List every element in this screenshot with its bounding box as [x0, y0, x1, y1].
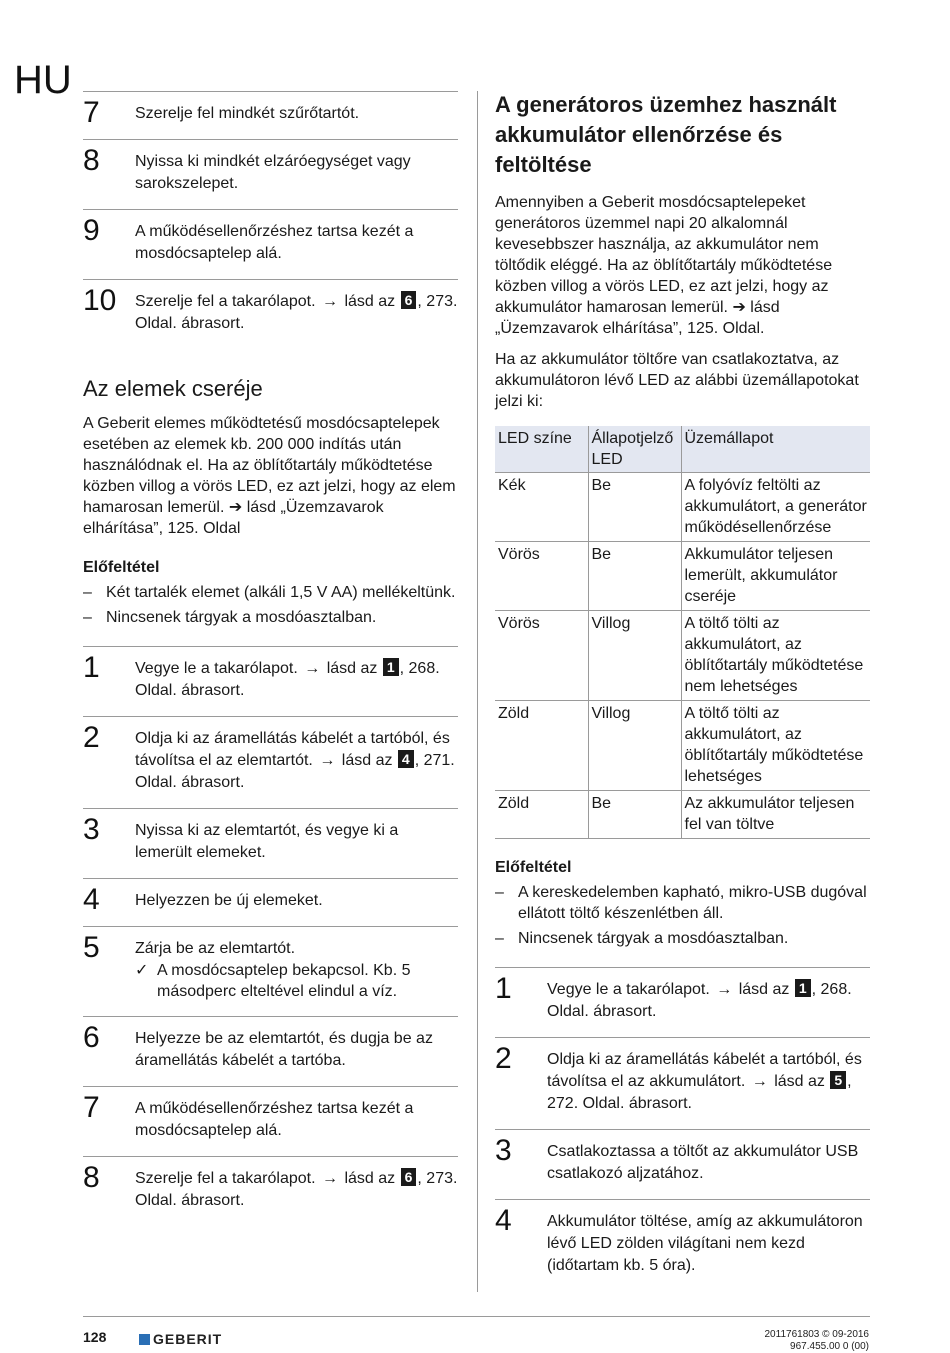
step-text: A működésellenőrzéshez tartsa kezét a mosdócsaptelep alá. — [135, 223, 414, 262]
table-cell: A töltő tölti az akkumulátort, az öblítőtartály működtetése nem lehetséges — [681, 611, 870, 701]
step-item — [83, 808, 458, 878]
step-number: 3 — [495, 1134, 512, 1167]
table-cell: Zöld — [495, 701, 588, 791]
table-row — [495, 701, 870, 791]
arrow-right-icon: → — [751, 1073, 768, 1090]
step-item — [83, 878, 458, 926]
arrow-right-icon: → — [322, 1170, 338, 1187]
step-text: Akkumulátor töltése, amíg az akkumulátoron lévő LED zölden világítani nem kezd (időtartam kb. 5 óra). — [547, 1213, 863, 1274]
step-text-main: Szerelje fel a takarólapot. — [135, 293, 316, 310]
table-cell: Akkumulátor teljesen lemerült, akkumulátor cseréje — [681, 542, 870, 611]
right-column — [495, 90, 870, 1291]
see-label[interactable]: lásd az — [326, 660, 378, 677]
step-number: 4 — [83, 883, 100, 916]
left-column — [83, 91, 458, 1226]
step-text: Oldja ki az áramellátás kábelét a tartóból, és távolítsa el az elemtartót. → lásd az 4 , 271. Oldal. ábrasort. — [135, 730, 455, 791]
table-cell: Vörös — [495, 542, 588, 611]
table-cell: Az akkumulátor teljesen fel van töltve — [681, 791, 870, 839]
step-number: 2 — [495, 1042, 512, 1075]
step-number: 7 — [83, 96, 100, 129]
step-number: 9 — [83, 214, 100, 247]
see-label[interactable]: lásd az — [738, 981, 790, 998]
step-item — [83, 209, 458, 279]
table-cell: Villog — [588, 611, 681, 701]
arrow-right-icon: → — [716, 981, 733, 998]
dash-icon: – — [495, 884, 504, 901]
document-info — [765, 1329, 870, 1353]
arrow-right-icon: → — [304, 660, 321, 677]
steps-right — [495, 967, 870, 1291]
table-cell: Be — [588, 791, 681, 839]
step-item — [495, 967, 870, 1037]
figure-badge[interactable]: 4 — [398, 750, 414, 768]
prerequisite-list — [495, 882, 870, 949]
table-header-row — [495, 426, 870, 473]
table-cell: A folyóvíz feltölti az akkumulátort, a generátor működésellenőrzése — [681, 473, 870, 542]
step-number: 2 — [83, 721, 100, 754]
document-id: 2011761803 © 09-2016 — [764, 1329, 869, 1340]
dash-icon: – — [495, 930, 504, 947]
logo-square-icon — [139, 1334, 150, 1345]
step-text: Helyezzen be új elemeket. — [135, 892, 323, 909]
step-item — [495, 1199, 870, 1291]
step-text: Csatlakoztassa a töltőt az akkumulátor USB csatlakozó aljzatához. — [547, 1143, 859, 1182]
table-row — [495, 542, 870, 611]
list-item: – Nincsenek tárgyak a mosdóasztalban. — [495, 930, 789, 947]
dash-icon: – — [83, 609, 92, 626]
step-text: Szerelje fel a takarólapot. → lásd az 6 , 273. Oldal. ábrasort. — [135, 1169, 458, 1209]
figure-badge[interactable]: 5 — [830, 1071, 846, 1089]
see-label[interactable]: lásd az — [774, 1073, 825, 1090]
dash-icon: – — [83, 584, 92, 601]
table-cell: Kék — [495, 473, 588, 542]
step-item — [83, 139, 458, 209]
document-number: 967.455.00 0 (00) — [790, 1341, 869, 1352]
step-number: 5 — [83, 931, 100, 964]
step-number: 8 — [83, 144, 100, 177]
step-text: Szerelje fel mindkét szűrőtartót. — [135, 105, 360, 122]
brand-logo — [139, 1331, 222, 1347]
step-number: 4 — [495, 1204, 512, 1237]
step-number: 10 — [83, 284, 117, 317]
list-item: – Két tartalék elemet (alkáli 1,5 V AA) mellékeltünk. — [83, 584, 456, 601]
step-text: Nyissa ki mindkét elzáróegységet vagy sarokszelepet. — [135, 153, 411, 192]
list-item: – Nincsenek tárgyak a mosdóasztalban. — [83, 609, 377, 626]
table-cell: Be — [588, 473, 681, 542]
step-number: 1 — [495, 972, 512, 1005]
step-text — [135, 291, 458, 335]
led-status-table — [495, 426, 870, 839]
step-text: Vegye le a takarólapot. → lásd az 1 , 268. Oldal. ábrasort. — [547, 980, 852, 1020]
step-number: 7 — [83, 1091, 100, 1124]
table-cell: Vörös — [495, 611, 588, 701]
step-text: Vegye le a takarólapot. → lásd az 1 , 268. Oldal. ábrasort. — [135, 659, 440, 699]
step-text: A működésellenőrzéshez tartsa kezét a mosdócsaptelep alá. — [135, 1100, 414, 1139]
table-header-cell: Állapotjelző LED — [588, 426, 681, 473]
step-item — [83, 91, 458, 139]
arrow-right-icon: → — [322, 293, 338, 310]
table-cell: Villog — [588, 701, 681, 791]
column-divider — [477, 91, 478, 1292]
page-number: 128 — [83, 1329, 107, 1345]
table-cell: Zöld — [495, 791, 588, 839]
section-intro: Amennyiben a Geberit mosdócsaptelepeket generátoros üzemmel napi 20 alkalomnál kevesebbszer használja, az akkumulátor nem töltődik eléggé. Ha az öblítőtartály működtetése közben villog a vörös LED, ez azt jelzi, hogy az akkumulátor hamarosan lemerül. ➔ lásd „Üzemzavarok elhárítása”, 125. Oldal. — [495, 194, 833, 337]
step-item — [83, 1156, 458, 1226]
step-item — [83, 646, 458, 716]
prerequisite-heading: Előfeltétel — [83, 559, 160, 576]
step-item — [83, 926, 458, 1016]
step-item — [83, 716, 458, 808]
step-text: Oldja ki az áramellátás kábelét a tartóból, és távolítsa el az akkumulátort. → lásd az 5 , 272. Oldal. ábrasort. — [547, 1051, 862, 1112]
step-item — [83, 279, 458, 349]
section-title: A generátoros üzemhez használt akkumulátor ellenőrzése és feltöltése — [495, 92, 837, 177]
list-item: – A kereskedelemben kapható, mikro-USB dugóval ellátott töltő készenlétben áll. — [495, 884, 867, 922]
section-paragraph: Ha az akkumulátor töltőre van csatlakoztatva, az akkumulátoron lévő LED az alábbi üzemállapotokat jelzi ki: — [495, 351, 859, 410]
section-intro: A Geberit elemes működtetésű mosdócsaptelepek esetében az elemek kb. 200 000 indítás után használódnak el. Ha az öblítőtartály működtetése közben villog a vörös LED, ez azt jelzi, hogy az elem hamarosan lemerül. ➔ lásd „Üzemzavarok elhárítása”, 125. Oldal — [83, 415, 456, 537]
footer-divider — [83, 1316, 870, 1317]
prerequisite-heading: Előfeltétel — [495, 859, 572, 876]
table-row — [495, 791, 870, 839]
steps-bottom — [83, 646, 458, 1226]
step-item — [495, 1037, 870, 1129]
table-cell: A töltő tölti az akkumulátort, az öblítőtartály működtetése lehetséges — [681, 701, 870, 791]
step-item — [495, 1129, 870, 1199]
steps-top — [83, 91, 458, 349]
step-text: Helyezze be az elemtartót, és dugja be az áramellátás kábelét a tartóba. — [135, 1030, 433, 1069]
figure-badge[interactable]: 1 — [795, 979, 811, 997]
step-number: 8 — [83, 1161, 100, 1194]
see-label[interactable]: lásd az — [341, 752, 393, 769]
step-number: 3 — [83, 813, 100, 846]
section-title: Az elemek cseréje — [83, 376, 263, 401]
figure-badge[interactable]: 1 — [383, 658, 399, 676]
brand-name: GEBERIT — [153, 1331, 223, 1347]
step-number: 1 — [83, 651, 100, 684]
see-label[interactable]: lásd az — [344, 293, 396, 310]
step-item — [83, 1016, 458, 1086]
prerequisite-list — [83, 582, 458, 628]
figure-badge[interactable]: 6 — [401, 291, 417, 309]
figure-badge[interactable]: 6 — [401, 1168, 417, 1186]
table-cell: Be — [588, 542, 681, 611]
table-header-cell: LED színe — [495, 426, 588, 473]
table-row — [495, 611, 870, 701]
arrow-right-icon: → — [319, 752, 336, 769]
step-number: 6 — [83, 1021, 100, 1054]
step-text: Nyissa ki az elemtartót, és vegye ki a lemerült elemeket. — [135, 822, 399, 861]
language-code: HU — [14, 58, 72, 102]
step-item — [83, 1086, 458, 1156]
step-text: Zárja be az elemtartót. — [135, 940, 296, 957]
step-result: ✓ A mosdócsaptelep bekapcsol. Kb. 5 másodperc elteltével elindul a víz. — [135, 962, 411, 1000]
checkmark-icon: ✓ — [135, 962, 149, 979]
table-header-cell: Üzemállapot — [681, 426, 870, 473]
step-text-ref: , 273. Oldal. ábrasort. — [135, 293, 458, 332]
table-row — [495, 473, 870, 542]
see-label[interactable]: lásd az — [344, 1170, 396, 1187]
